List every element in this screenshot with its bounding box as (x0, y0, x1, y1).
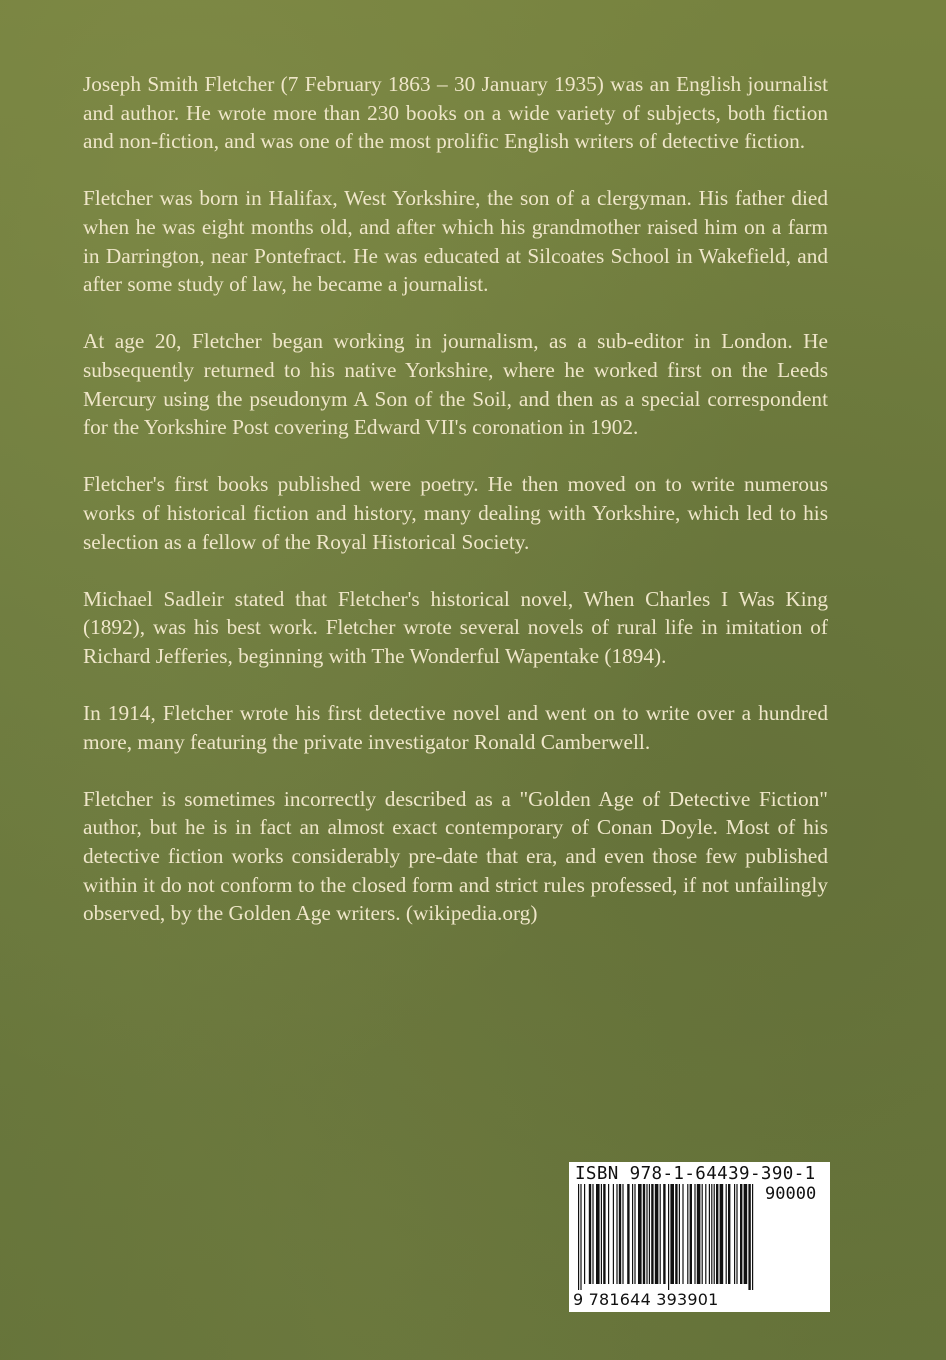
barcode-bar (622, 1184, 623, 1284)
barcode-bar (679, 1184, 680, 1284)
barcode-bar (720, 1184, 724, 1284)
barcode-bar (702, 1184, 703, 1284)
barcode-bar (744, 1184, 748, 1284)
barcode-bar (748, 1184, 750, 1290)
barcode-bar (709, 1184, 710, 1284)
barcode-bar (613, 1184, 614, 1284)
isbn-digits: 9 781644 393901 (573, 1290, 719, 1309)
barcode-bar (716, 1184, 718, 1284)
barcode-bar (616, 1184, 617, 1284)
barcode-bar (660, 1184, 661, 1284)
barcode-bar (601, 1184, 602, 1284)
barcode-bar (649, 1184, 650, 1284)
barcode-bar (697, 1184, 701, 1284)
barcode-bar (726, 1184, 727, 1284)
barcode-bar (646, 1184, 647, 1284)
barcode-bar (670, 1184, 674, 1284)
barcode-bar (711, 1184, 712, 1284)
barcode-bar (596, 1184, 600, 1284)
barcode-bar (694, 1184, 695, 1284)
barcode-bar (580, 1184, 581, 1290)
back-cover-text (83, 70, 828, 956)
barcode-bar (740, 1184, 742, 1284)
barcode-bar (714, 1184, 715, 1284)
paragraph-1: Joseph Smith Fletcher (7 February 1863 – 30 January 1935) was an English journalist and author. He wrote more than 230 books on a wide variety of subjects, both fiction and non-fiction, and was one of the most prolific English writers of detective fiction. (83, 72, 828, 154)
barcode-bars (576, 1184, 758, 1290)
paragraph-6: In 1914, Fletcher wrote his first detective novel and went on to write over a hundred more, many featuring the private investigator Ronald Camberwell. (83, 701, 828, 754)
barcode-bar (608, 1184, 609, 1284)
barcode-bar (627, 1184, 629, 1284)
barcode-bar (589, 1184, 591, 1284)
barcode-bar (584, 1184, 585, 1284)
paragraph-5: Michael Sadleir stated that Fletcher's historical novel, When Charles I Was King (1892), was his best work. Fletcher wrote several novels of rural life in imitation of Richard Jefferies, beginning with The Wonderful Wapentake (1894). (83, 586, 828, 668)
barcode-bar (687, 1184, 688, 1284)
isbn-label: ISBN 978-1-64439-390-1 (575, 1164, 816, 1184)
paragraph-3: At age 20, Fletcher began working in journalism, as a sub-editor in London. He subsequently returned to his native Yorkshire, where he worked first on the Leeds Mercury using the pseudonym A Son of the Soil, and then as a special correspondent for the Yorkshire Post covering Edward VII's coronation in 1902. (83, 329, 828, 440)
barcode-bar (705, 1184, 706, 1284)
barcode-bar (736, 1184, 737, 1284)
barcode-bar (734, 1184, 735, 1284)
barcode-bar (668, 1184, 669, 1290)
barcode-bar (603, 1184, 605, 1284)
barcode-bar (655, 1184, 659, 1284)
barcode-bar (675, 1184, 677, 1284)
paragraph-2: Fletcher was born in Halifax, West Yorkshire, the son of a clergyman. His father died when he was eight months old, and after which his grandmother raised him on a farm in Darrington, near Pontefract. He was educated at Silcoates School in Wakefield, and after some study of law, he became a journalist. (83, 186, 828, 297)
barcode-bar (752, 1184, 753, 1290)
barcode-bar (578, 1184, 579, 1290)
barcode-bar (643, 1184, 645, 1284)
barcode-bar (619, 1184, 621, 1284)
barcode-bar (651, 1184, 653, 1284)
barcode-bar (638, 1184, 642, 1284)
barcode-bar (592, 1184, 593, 1284)
barcode-bar (728, 1184, 730, 1284)
isbn-barcode (569, 1162, 830, 1312)
barcode-bar (682, 1184, 683, 1284)
barcode-bar (634, 1184, 635, 1284)
barcode-bar (663, 1184, 665, 1284)
paragraph-4: Fletcher's first books published were poetry. He then moved on to write numerous works of historical fiction and history, many dealing with Yorkshire, which led to his selection as a fellow of the Royal Historical Society. (83, 472, 828, 554)
paragraph-7: Fletcher is sometimes incorrectly described as a "Golden Age of Detective Fiction" author, but he is in fact an almost exact contemporary of Conan Doyle. Most of his detective fiction works considerably pre-date that era, and even those few published within it do not conform to the closed form and strict rules professed, if not unfailingly observed, by the Golden Age writers. (wikipedia.org) (83, 786, 828, 926)
barcode-bar (632, 1184, 633, 1284)
price-code: 90000 (765, 1184, 817, 1204)
barcode-bar (690, 1184, 692, 1284)
